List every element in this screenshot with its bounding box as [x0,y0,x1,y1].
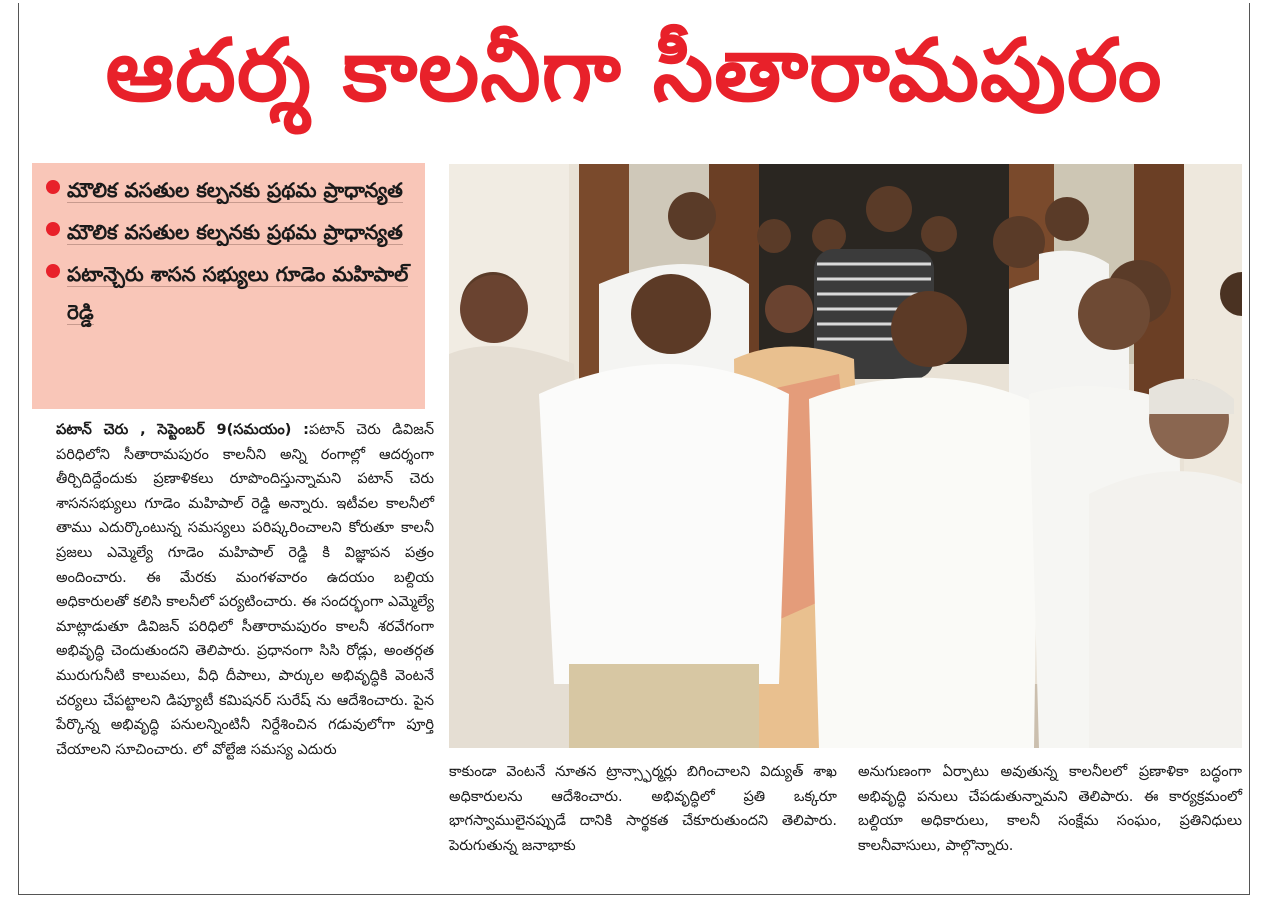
highlight-text: మౌలిక వసతుల కల్పనకు ప్రథమ ప్రాధాన్యత [67,178,403,202]
news-photo [449,164,1242,748]
bullet-dot-icon [46,222,60,236]
highlights-box [32,163,425,409]
bullet-dot-icon [46,180,60,194]
highlight-item [46,213,413,251]
article-column-middle: కాకుండా వెంటనే నూతన ట్రాన్స్ఫార్మర్లు బిగించాలని విద్యుత్ శాఖ అధికారులను ఆదేశించారు. అభివృద్ధిలో ప్రతి ఒక్కరూ భాగస్వాములైనప్పుడే దానికి సార్థకత చేకూరుతుందని తెలిపారు. పెరుగుతున్న జనాభాకు [449,764,837,854]
highlight-item [46,171,413,209]
bullet-dot-icon [46,264,60,278]
article-column-left [56,418,434,762]
highlight-item [46,255,413,331]
article-body: పటాన్ చెరు డివిజన్ పరిధిలోని సీతారామపురం కాలనీని అన్ని రంగాల్లో ఆదర్శంగా తీర్చిదిద్దేందుకు ప్రణాళికలు రూపొందిస్తున్నామని పటాన్ చెరు శాసనసభ్యులు గూడెం మహిపాల్ రెడ్డి అన్నారు. ఇటీవల కాలనీలో తాము ఎదుర్కొంటున్న సమస్యలు పరిష్కరించాలని కోరుతూ కాలనీ ప్రజలు ఎమ్మెల్యే గూడెం మహిపాల్ రెడ్డి కి విజ్ఞాపన పత్రం అందించారు. ఈ మేరకు మంగళవారం ఉదయం బల్దియ అధికారులతో కలిసి కాలనీలో పర్యటించారు. ఈ సందర్భంగా ఎమ్మెల్యే మాట్లాడుతూ డివిజన్ పరిధిలో సీతారామపురం కాలనీ శరవేగంగా అభివృద్ధి చెందుతుందని తెలిపారు. ప్రధానంగా సిసి రోడ్లు, అంతర్గత మురుగునీటి కాలువలు, వీధి దీపాలు, పార్కుల అభివృద్ధికి వెంటనే చర్యలు చేపట్టాలని డిప్యూటీ కమిషనర్ సురేష్ ను ఆదేశించారు. పైన పేర్కొన్న అభివృద్ధి పనులన్నింటినీ నిర్దేశించిన గడువులోగా పూర్తి చేయాలని సూచించారు. లో వోల్టేజి సమస్య ఎదురు [56,422,434,758]
article-column-right: అనుగుణంగా ఏర్పాటు అవుతున్న కాలనీలలో ప్రణాళికా బద్ధంగా అభివృద్ధి పనులు చేపడుతున్నామని తెలిపారు. ఈ కార్యక్రమంలో బల్దియా అధికారులు, కాలనీ సంక్షేమ సంఘం, ప్రతినిధులు కాలనీవాసులు, పాల్గొన్నారు. [858,764,1242,854]
highlight-text: మౌలిక వసతుల కల్పనకు ప్రథమ ప్రాధాన్యత [67,220,403,244]
group-photo-illustration [449,164,1242,748]
headline: ఆదర్శ కాలనీగా సీతారామపురం [105,21,1163,121]
highlight-text: పటాన్చెరు శాసన సభ్యులు గూడెం మహిపాల్ రెడ్డి [67,262,409,324]
dateline: పటాన్ చెరు , సెప్టెంబర్ 9(సమయం) : [56,422,309,438]
